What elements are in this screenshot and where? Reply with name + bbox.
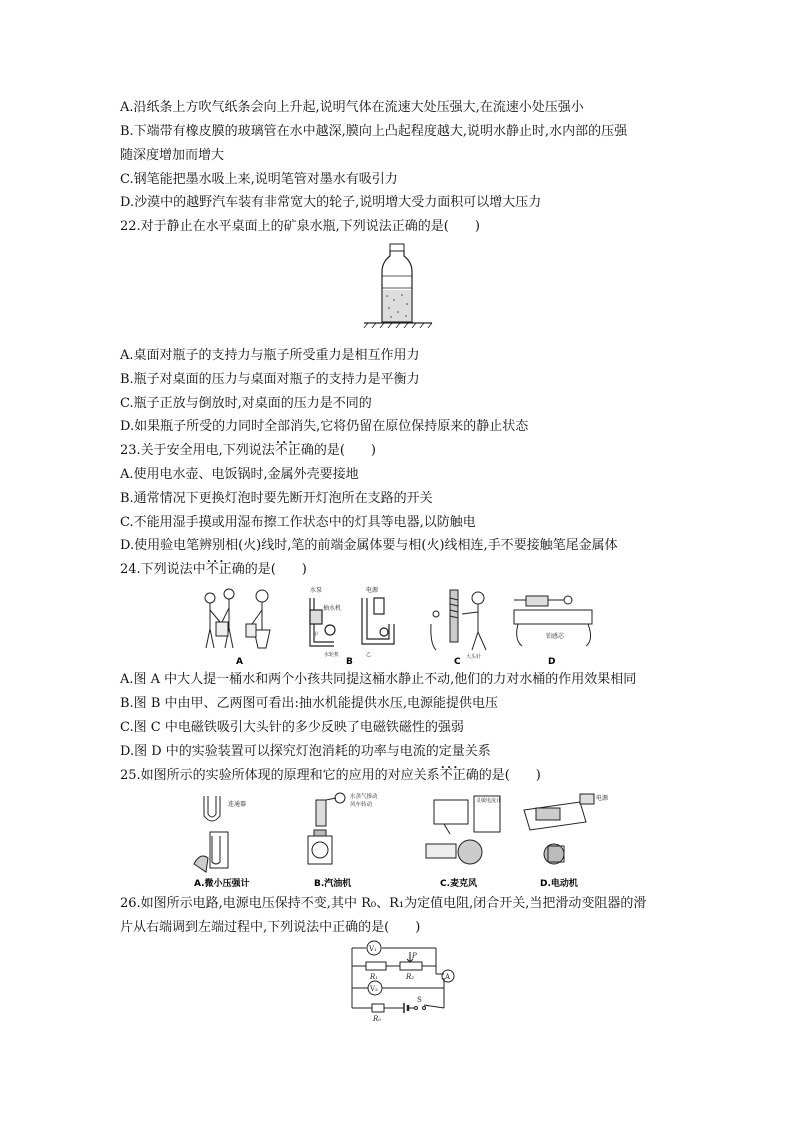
svg-text:连通器: 连通器	[228, 801, 247, 808]
figure-d-motor	[524, 794, 609, 864]
resistor-r0-label: R₀	[373, 1015, 382, 1022]
q22-option-b: B.瓶子对桌面的压力与桌面对瓶子的支持力是平衡力	[120, 372, 420, 387]
q26-circuit-diagram	[344, 938, 464, 1022]
svg-text:风车转动: 风车转动	[350, 802, 373, 808]
q22-option-a: A.桌面对瓶子的支持力与瓶子所受重力是相互作用力	[120, 348, 420, 363]
q24-option-c: C.图 C 中电磁铁吸引大头针的多少反映了电磁铁磁性的强弱	[120, 720, 464, 735]
q24-option-a: A.图 A 中大人提一桶水和两个小孩共同提这桶水静止不动,他们的力对水桶的作用效果相同	[120, 672, 637, 687]
q26-stem-line2: 片从右端调到左端过程中,下列说法中正确的是( )	[120, 920, 421, 935]
q25-figure-strip	[190, 788, 610, 890]
q24-stem: 24.下列说法中不正确 • • •的是( )	[120, 561, 307, 579]
q25-stem: 25.如图所示的实验所体现的原理和它的应用的对应关系不正确 • • •的是( )	[120, 767, 541, 785]
q23-option-a: A.使用电水壶、电饭锅时,金属外壳要接地	[120, 467, 359, 482]
slider-p-label: P	[412, 952, 417, 960]
figure-label-d: D	[548, 657, 556, 667]
switch-s-label: S	[417, 996, 422, 1004]
figure-c-microphone	[426, 796, 501, 864]
q23-option-c: C.不能用湿手摸或用湿布擦工作状态中的灯具等电器,以防触电	[120, 515, 476, 530]
svg-text:水轮机: 水轮机	[324, 652, 340, 658]
svg-text:水蒸气推动: 水蒸气推动	[350, 794, 378, 800]
q21-option-d: D.沙漠中的越野汽车装有非常宽大的轮子,说明增大受力面积可以增大压力	[120, 195, 542, 210]
q24-emphasis: 不正确 • • •	[206, 562, 245, 577]
voltmeter-v2-label: V₂	[370, 985, 378, 993]
figure-caption-b: B.汽油机	[314, 879, 352, 889]
svg-text:抽水机: 抽水机	[323, 605, 342, 612]
q21-option-a: A.沿纸条上方吹气纸条会向上升起,说明气体在流速大处压强大,在流速小处压强小	[120, 100, 584, 115]
svg-text:铂感芯: 铂感芯	[546, 633, 565, 640]
q23-option-b: B.通常情况下更换灯泡时要先断开灯泡所在支路的开关	[120, 491, 433, 506]
ammeter-label: A	[445, 973, 451, 981]
voltmeter-v1-label: V₁	[369, 945, 377, 953]
q26-stem-line1: 26.如图所示电路,电源电压保持不变,其中 R₀、R₁为定值电阻,闭合开关,当把滑动变阻器的滑	[120, 896, 647, 911]
svg-text:大头针: 大头针	[466, 654, 482, 660]
figure-c-electromagnet	[431, 590, 486, 660]
resistor-r1-label: R₁	[370, 973, 379, 981]
figure-b-pump	[310, 586, 394, 658]
q22-stem: 22.对于静止在水平桌面上的矿泉水瓶,下列说法正确的是( )	[120, 219, 480, 234]
figure-label-c: C	[454, 657, 461, 667]
svg-text:电源: 电源	[596, 795, 609, 802]
figure-label-b: B	[346, 657, 353, 667]
q24-figure-strip	[196, 584, 606, 668]
resistor-r2-label: R₂	[406, 973, 415, 981]
svg-text:甲: 甲	[313, 632, 319, 638]
svg-text:灵敏电流计: 灵敏电流计	[476, 798, 502, 804]
figure-a-people	[205, 589, 270, 648]
svg-text:电源: 电源	[366, 587, 379, 594]
figure-caption-c: C.麦克风	[440, 879, 478, 889]
q23-emphasis: 不正确 • • •	[275, 443, 314, 458]
figure-d-circuit	[514, 596, 592, 646]
q25-emphasis: 不正确 • • •	[440, 768, 479, 783]
svg-text:水泵: 水泵	[310, 587, 323, 594]
q21-option-c: C.钢笔能把墨水吸上来,说明笔管对墨水有吸引力	[120, 172, 398, 187]
q21-option-b-line2: 随深度增加而增大	[120, 148, 225, 163]
figure-b-engine	[308, 792, 378, 864]
figure-a-manometer	[194, 796, 246, 872]
figure-caption-d: D.电动机	[540, 879, 578, 889]
q23-option-d: D.使用验电笔辨别相(火)线时,笔的前端金属体要与相(火)线相连,手不要接触笔尾金属体	[120, 538, 618, 553]
figure-caption-a: A.微小压强计	[194, 879, 250, 889]
q22-option-d: D.如果瓶子所受的力同时全部消失,它将仍留在原位保持原来的静止状态	[120, 419, 529, 434]
svg-text:乙: 乙	[366, 652, 372, 658]
q23-stem: 23.关于安全用电,下列说法不正确 • • •的是( )	[120, 442, 376, 460]
q22-option-c: C.瓶子正放与倒放时,对桌面的压力是不同的	[120, 396, 372, 411]
q24-option-b: B.图 B 中由甲、乙两图可看出:抽水机能提供水压,电源能提供电压	[120, 696, 499, 711]
q21-option-b-line1: B.下端带有橡皮膜的玻璃管在水中越深,膜向上凸起程度越大,说明水静止时,水内部的压强	[120, 124, 628, 139]
q24-option-d: D.图 D 中的实验装置可以探究灯泡消耗的功率与电流的定量关系	[120, 744, 491, 759]
water-bottle-figure	[362, 242, 434, 328]
figure-label-a: A	[236, 657, 243, 667]
